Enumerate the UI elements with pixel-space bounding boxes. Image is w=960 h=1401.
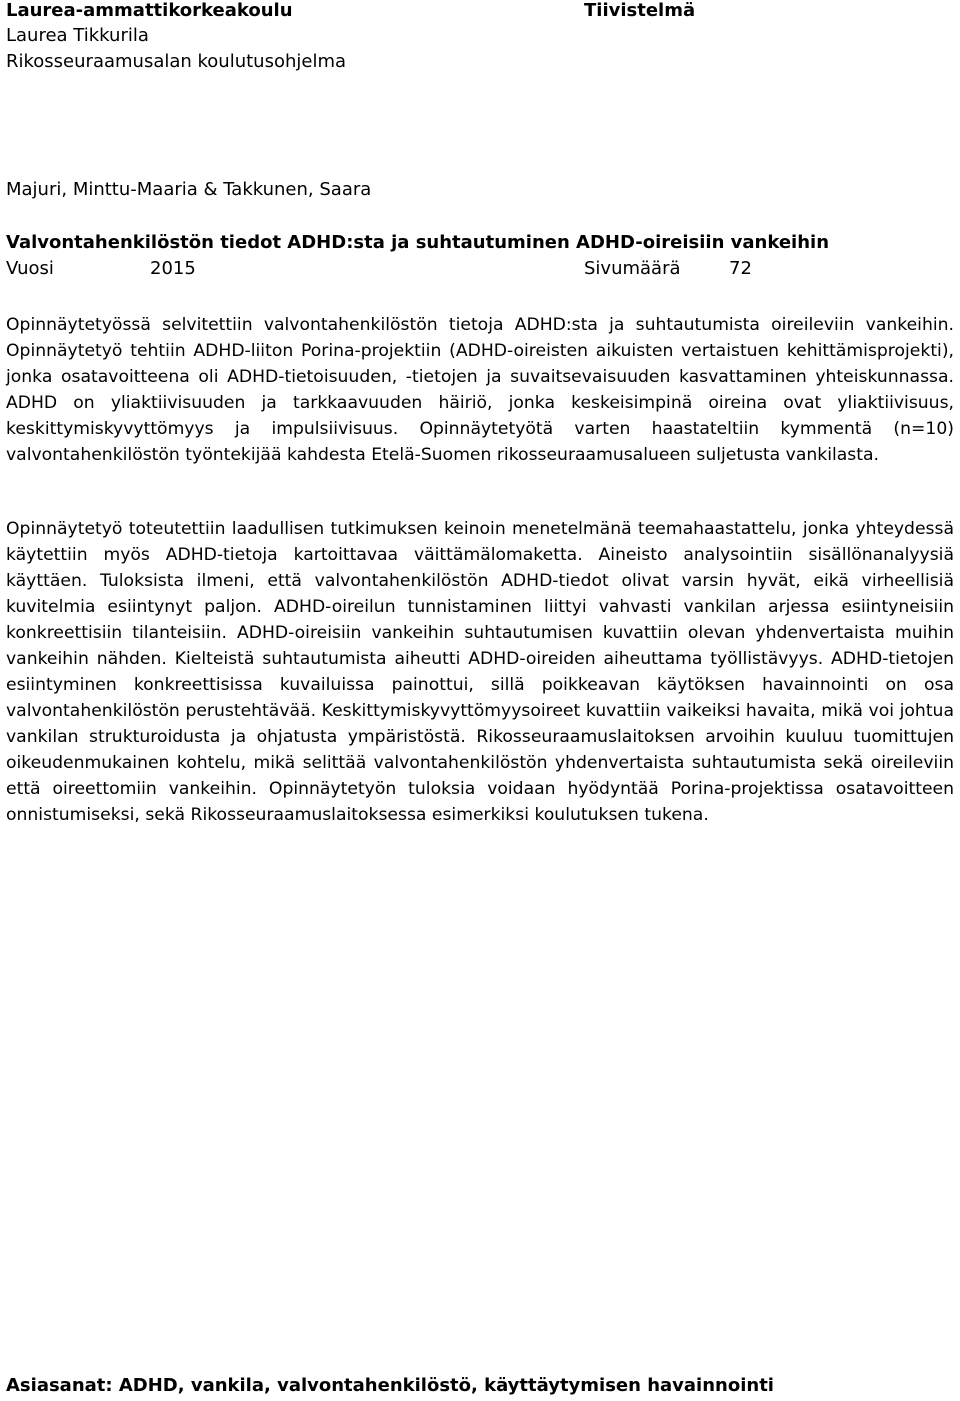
degree-program: Rikosseuraamusalan koulutusohjelma (6, 51, 347, 72)
thesis-title: Valvontahenkilöstön tiedot ADHD:sta ja suhtautuminen ADHD-oireisiin vankeihin (6, 232, 830, 253)
page-count-value: 72 (729, 258, 752, 279)
year-label: Vuosi (6, 258, 54, 279)
abstract-paragraph-2: Opinnäytetyö toteutettiin laadullisen tutkimuksen keinoin menetelmänä teemahaastattelu, jonka yhteydessä käytettiin myös ADHD-tietoja kartoittavaa väittämälomaketta. Aineisto analysointiin sisällönanalyysiä käyttäen. Tuloksista ilmeni, että valvontahenkilöstön ADHD-tiedot olivat varsin hyvät, eikä virheellisiä kuvitelmia esiintynyt paljon. ADHD-oireilun tunnistaminen liittyi vahvasti vankilan arjessa esiintyneisiin konkreettisiin tilanteisiin. ADHD-oireisiin vankeihin suhtautumisen kuvattiin olevan yhdenvertaista muihin vankeihin nähden. Kielteistä suhtautumista aiheutti ADHD-oireiden aiheuttama työllistävyys. ADHD-tietojen esiintyminen konkreettisissa kuvailuissa painottui, sillä poikkeavan käytöksen havainnointi on osa valvontahenkilöstön perustehtävää. Keskittymiskyvyttömyysoireet kuvattiin vaikeiksi havaita, mikä voi johtua vankilan strukturoidusta ja ohjatusta ympäristöstä. Rikosseuraamuslaitoksen arvoihin kuuluu tuomittujen oikeudenmukainen kohtelu, mikä selittää valvontahenkilöstön yhdenvertaista suhtautumista sekä oireileviin että oireettomiin vankeihin. Opinnäytetyön tuloksia voidaan hyödyntää Porina-projektissa osatavoitteen onnistumiseksi, sekä Rikosseuraamuslaitoksessa esimerkiksi koulutuksen tukena. (6, 519, 954, 825)
abstract-paragraph-1: Opinnäytetyössä selvitettiin valvontahenkilöstön tietoja ADHD:sta ja suhtautumista oireileviin vankeihin. Opinnäytetyö tehtiin ADHD-liiton Porina-projektiin (ADHD-oireisten aikuisten vertaistuen kehittämisprojekti), jonka osatavoitteena oli ADHD-tietoisuuden, -tietojen ja suvaitsevaisuuden kasvattaminen yhteiskunnassa. ADHD on yliaktiivisuuden ja tarkkaavuuden häiriö, jonka keskeisimpinä oireina ovat yliaktiivisuus, keskittymiskyvyttömyys ja impulsiivisuus. Opinnäytetyötä varten haastateltiin kymmentä (n=10) valvontahenkilöstön työntekijää kahdesta Etelä-Suomen rikosseuraamusalueen suljetusta vankilasta. (6, 315, 954, 465)
school-name: Laurea-ammattikorkeakoulu (6, 0, 293, 21)
campus-name: Laurea Tikkurila (6, 25, 149, 46)
authors: Majuri, Minttu-Maaria & Takkunen, Saara (6, 179, 372, 200)
document-type: Tiivistelmä (584, 0, 696, 21)
year-value: 2015 (150, 258, 196, 279)
keywords: Asiasanat: ADHD, vankila, valvontahenkilöstö, käyttäytymisen havainnointi (6, 1375, 774, 1396)
page-count-label: Sivumäärä (584, 258, 681, 279)
